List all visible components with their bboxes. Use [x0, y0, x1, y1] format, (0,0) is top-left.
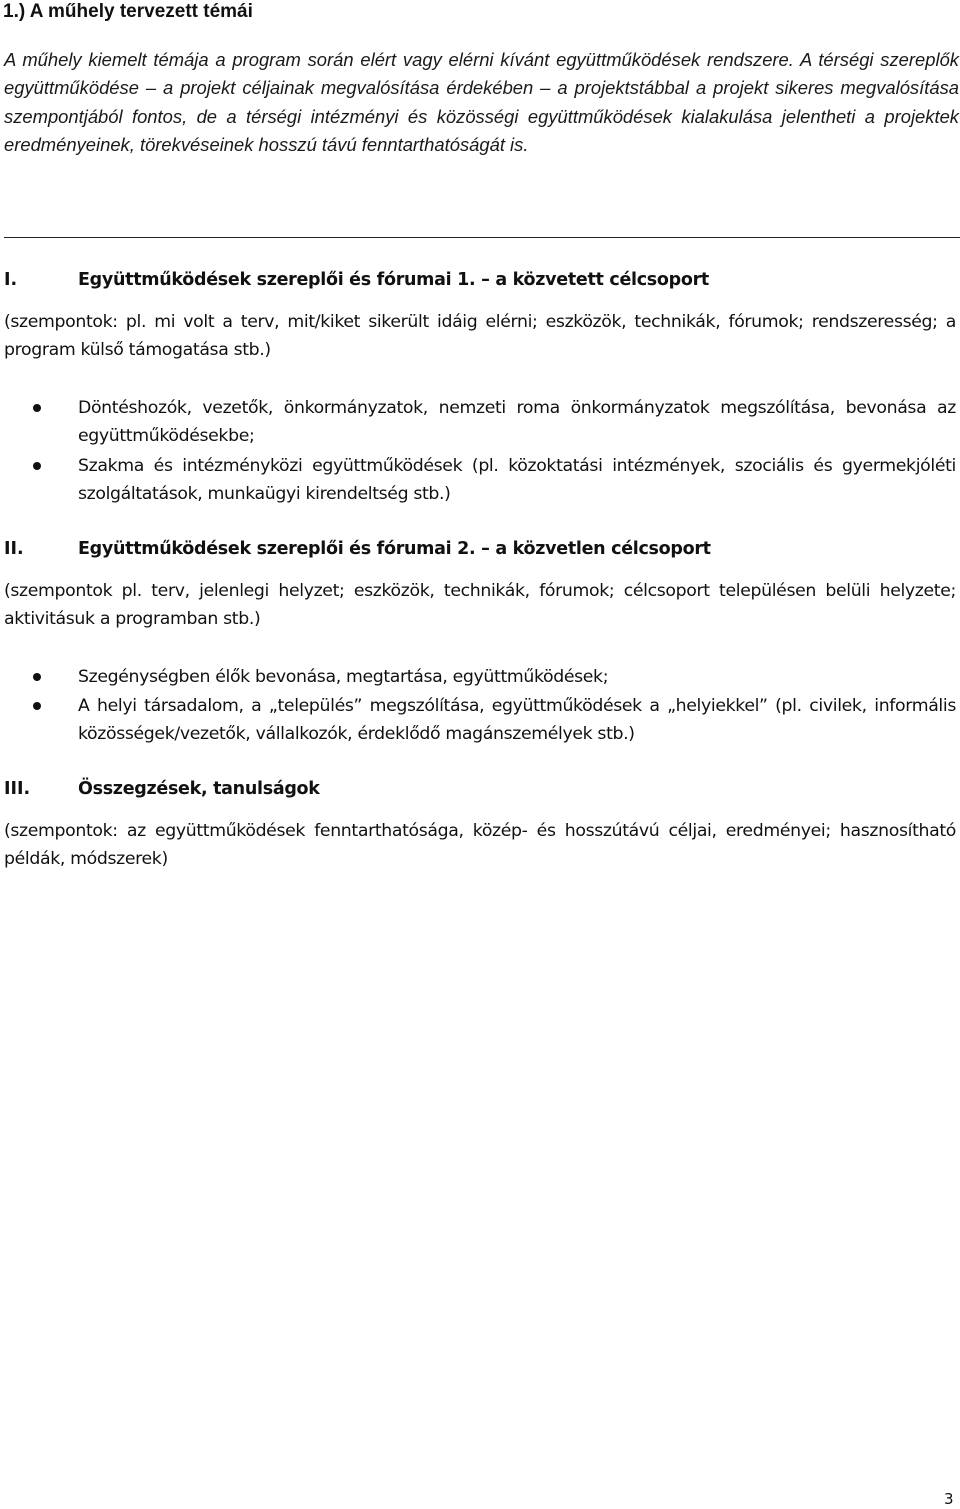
- section-1-bullet-2: Szakma és intézményközi együttműködések (pl. közoktatási intézmények, szociális és gyermekjóléti szolgáltatások, munkaügyi kirendeltség stb.): [78, 456, 956, 504]
- section-2-bullet-2: A helyi társadalom, a „település” megszólítása, együttműködések a „helyiekkel” (pl. civilek, informális közösségek/vezetők, vállalkozók, érdeklődő magánszemélyek stb.): [78, 696, 956, 744]
- bullet-icon: [33, 702, 41, 710]
- page-number: 3: [944, 1490, 954, 1508]
- bullet-icon: [33, 404, 41, 412]
- section-3-number: III.: [4, 779, 31, 799]
- section-3-criteria: (szempontok: az együttműködések fenntarthatósága, közép- és hosszútávú céljai, eredményei; hasznosítható példák, módszerek): [4, 821, 956, 869]
- divider-line: [4, 237, 960, 238]
- bullet-icon: [33, 462, 41, 470]
- intro-paragraph: A műhely kiemelt témája a program során elért vagy elérni kívánt együttműködések rendszere. A térségi szereplők együttműködése – a projekt céljainak megvalósítása érdekében – a projektstábbal a projekt sikeres megvalósítása szempontjából fontos, de a térségi intézményi és közösségi együttműködések kialakulása jelentheti a projektek eredményeinek, törekvéseinek hosszú távú fenntarthatóságát is.: [4, 49, 959, 156]
- section-1-number: I.: [4, 270, 18, 290]
- bullet-icon: [33, 673, 41, 681]
- section-2-heading: Együttműködések szereplői és fórumai 2. – a közvetlen célcsoport: [78, 539, 711, 559]
- section-3-heading: Összegzések, tanulságok: [78, 779, 320, 799]
- section-2-number: II.: [4, 539, 24, 559]
- section-1-bullet-1: Döntéshozók, vezetők, önkormányzatok, nemzeti roma önkormányzatok megszólítása, bevonása az együttműködésekbe;: [78, 398, 956, 446]
- section-1-heading: Együttműködések szereplői és fórumai 1. – a közvetett célcsoport: [78, 270, 709, 290]
- section-1-criteria: (szempontok: pl. mi volt a terv, mit/kiket sikerült idáig elérni; eszközök, technikák, fórumok; rendszeresség; a program külső támogatása stb.): [4, 312, 956, 360]
- page-title: 1.) A műhely tervezett témái: [3, 1, 253, 22]
- section-2-bullet-1: Szegénységben élők bevonása, megtartása, együttműködések;: [78, 667, 609, 687]
- section-2-criteria: (szempontok pl. terv, jelenlegi helyzet; eszközök, technikák, fórumok; célcsoport településen belüli helyzete; aktivitásuk a programban stb.): [4, 581, 956, 629]
